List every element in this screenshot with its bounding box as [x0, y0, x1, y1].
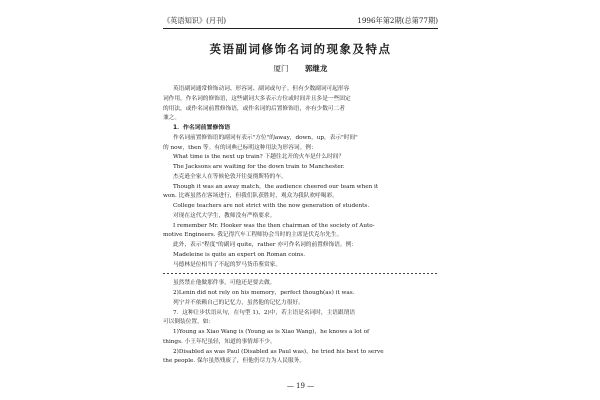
author-location: 厦门	[273, 64, 289, 73]
author-name: 郭继龙	[304, 64, 328, 73]
issue-info: 1996年第2期(总第77期)	[357, 16, 438, 25]
author-line	[163, 64, 438, 74]
body-line: 杰克逊全家人在等候伦敦开往曼彻斯特的车。	[173, 173, 287, 180]
body-line: Though it was an away match，the audience cheered our team when it	[173, 183, 379, 190]
body-line: 虽然禁止他做那件事，可他还是要去做。	[173, 280, 276, 287]
body-line: 可以倒装位置，如：	[163, 319, 215, 326]
running-header	[163, 15, 438, 27]
wavy-divider	[163, 271, 438, 277]
body-line: 的用法，或作名词前置修饰语，或作名词的后置修饰语，亦有少数可二者	[163, 105, 345, 112]
body-line: 列宁并不依赖自己的记忆力，虽然他的记忆力很好。	[173, 299, 304, 306]
body-line: the people. 保尔虽然残废了，但他仍尽力为人民服务。	[163, 358, 306, 365]
journal-name: 《英语知识》(月刊)	[163, 16, 227, 25]
body-line: 2)Disabled as was Paul (Disabled as Paul was)，he tried his best to serve	[173, 348, 384, 355]
body-line: motive Engineers. 我记得汽车工程师协会当时的主席是伏克尔先生。	[163, 232, 343, 239]
body-line: 7．这种让步状语从句，在句型 1)、2)中，若主语是名词时，主语跟谓语	[173, 309, 356, 316]
article-body	[163, 85, 438, 367]
section-heading: 1．作名词前置修饰语	[173, 125, 231, 131]
body-line: I remember Mr. Hooker was the then chairman of the society of Auto-	[173, 222, 375, 229]
body-line: 1)Young as Xiao Wang is (Young as is Xiao Wang)，he knows a lot of	[173, 329, 370, 335]
body-line: 此外，表示"程度"的副词 quite，rather 亦可作名词的前置修饰语。例：	[173, 242, 357, 248]
body-line: 马德林是位相当了不起的罗马货币鉴赏家。	[173, 261, 282, 268]
body-line: 词作用，作名词的修饰语，这些副词大多表示方位或时间并且多是一些固定	[163, 95, 351, 102]
body-line: 作名词前置修饰语的副词有表示"方位"的away，down，up，表示"时间"	[173, 134, 358, 141]
body-line: 的 now，then 等。有的词典已标明这种用法为形容词。例：	[163, 144, 317, 151]
body-line: 2)Lenin did not rely on his memory，perfect though(as) it was.	[173, 290, 355, 296]
body-line: What time is the next up train? 下趟往北开的火车是什么时间？	[173, 154, 345, 161]
body-line: things. 小王年纪虽轻，知道的事情却不少。	[163, 338, 276, 345]
body-line: College teachers are not strict with the now generation of students.	[173, 203, 370, 209]
body-line: 对现在这代大学生，教师没有严格要求。	[173, 212, 276, 219]
page-number: — 19 —	[286, 382, 315, 390]
header-divider	[163, 28, 438, 29]
body-line: Madeleine is quite an expert on Roman coins.	[173, 251, 306, 258]
body-line: 兼之。	[163, 115, 181, 122]
body-line: won. 比赛虽然在客场进行，但我们队获胜时，观众为我队欢呼喝彩。	[163, 193, 338, 200]
body-line: The Jacksons are waiting for the down train to Manchester.	[173, 164, 345, 170]
body-line: 英语副词通常修饰动词、形容词、副词或句子。但有少数副词可起形容	[173, 86, 350, 92]
article-title: 英语副词修饰名词的现象及特点	[209, 42, 392, 56]
